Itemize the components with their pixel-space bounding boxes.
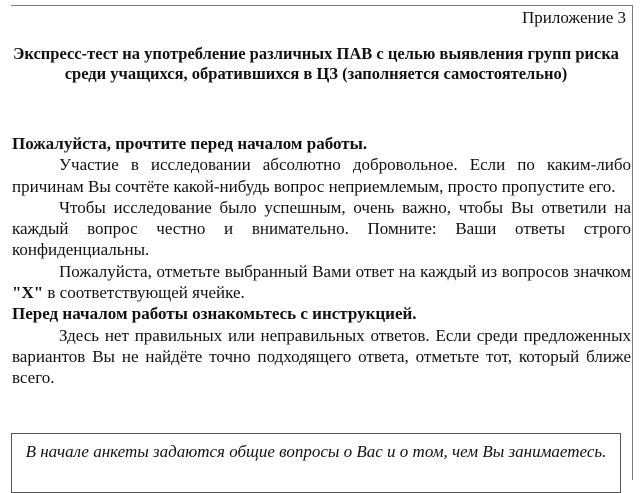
paragraph-marking (12, 261, 631, 304)
paragraph-marking-text-end: в соответствующей ячейке. (43, 283, 245, 303)
document-title: Экспресс-тест на употребление различных ПАВ с целью выявления групп риска среди учащихся, обратившихся в ЦЗ (заполняется самостоятельно) (13, 44, 619, 83)
document-body (12, 133, 631, 389)
notice-text: В начале анкеты задаются общие вопросы о Вас и о том, чем Вы занимаетесь. (25, 442, 607, 461)
notice-box (11, 433, 621, 493)
paragraph-marking-text-start: Пожалуйста, отметьте выбранный Вами ответ на каждый из вопросов значком (59, 261, 631, 281)
page-border-right (632, 5, 633, 480)
paragraph-voluntary: Участие в исследовании абсолютно добровольное. Если по каким-либо причинам Вы сочтёте какой-нибудь вопрос неприемлемым, просто пропустите его. (12, 155, 631, 196)
paragraph-no-wrong-answers: Здесь нет правильных или неправильных ответов. Если среди предложенных вариантов Вы не найдёте точно подходящего ответа, отметьте тот, который ближе всего. (12, 325, 631, 388)
instructions-heading: Перед началом работы ознакомьтесь с инструкцией. (12, 304, 417, 324)
paragraph-honesty: Чтобы исследование было успешным, очень важно, чтобы Вы ответили на каждый вопрос честно и внимательно. Помните: Ваши ответы строго конфиденциальны. (12, 197, 631, 260)
x-mark-symbol: "X" (12, 283, 44, 303)
page-border-top (11, 5, 633, 6)
appendix-label: Приложение 3 (522, 8, 626, 27)
intro-heading: Пожалуйста, прочтите перед началом работы. (12, 134, 368, 153)
